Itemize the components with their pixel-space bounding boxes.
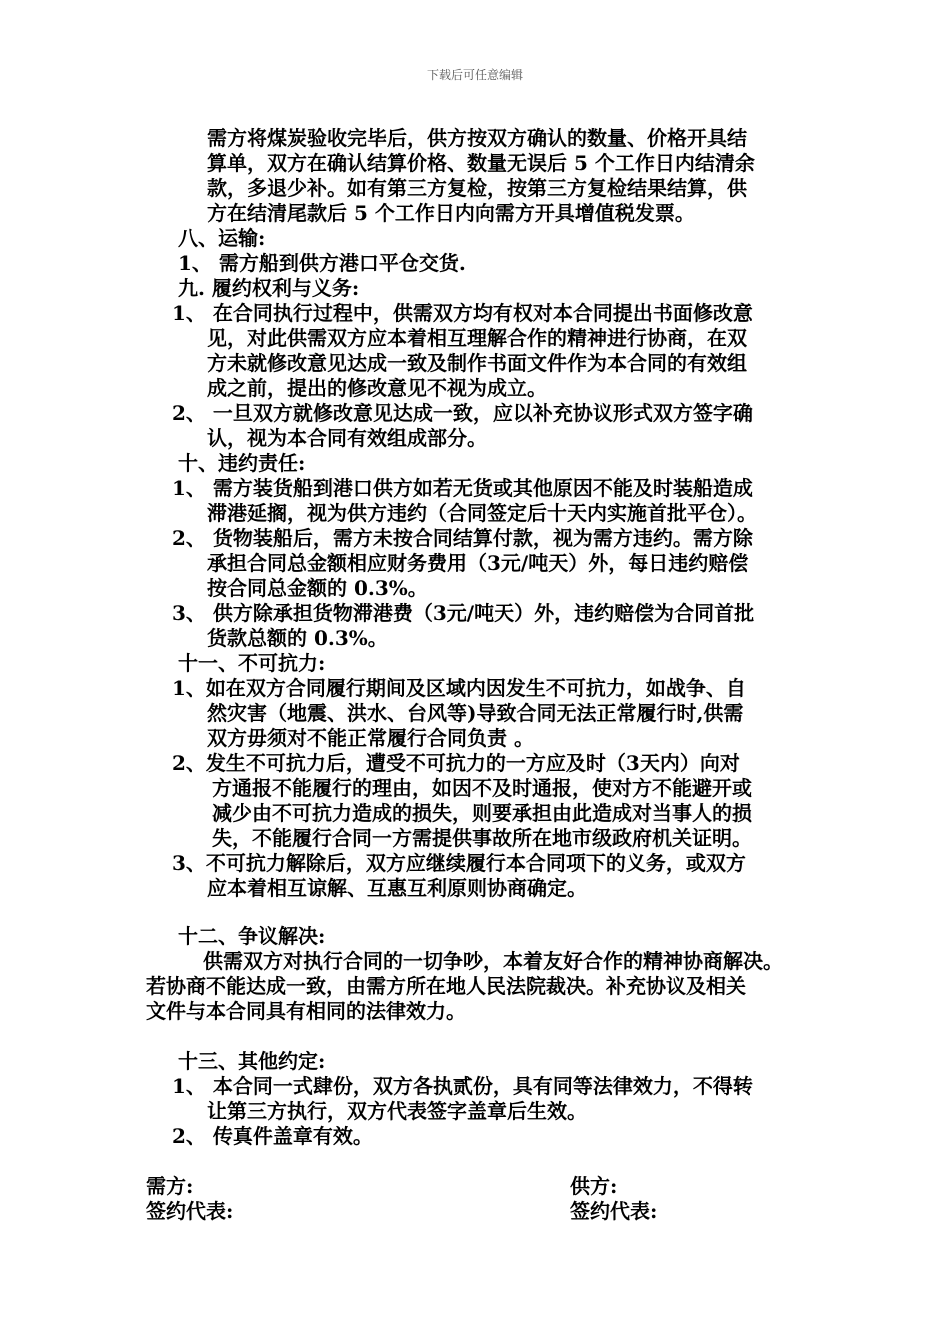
list-item: 2、 一旦双方就修改意见达成一致，应以补充协议形式双方签字确 <box>172 401 753 425</box>
list-item-continuation: 方未就修改意见达成一致及制作书面文件作为本合同的有效组 <box>207 351 747 375</box>
list-item-continuation: 双方毋须对不能正常履行合同负责 。 <box>207 726 534 750</box>
list-item: 2、发生不可抗力后，遭受不可抗力的一方应及时（3天内）向对 <box>172 751 740 775</box>
list-item: 1、 本合同一式肆份，双方各执贰份，具有同等法律效力，不得转 <box>172 1074 753 1098</box>
list-item-continuation: 减少由不可抗力造成的损失，则要承担由此造成对当事人的损 <box>212 801 752 825</box>
list-item-continuation: 见，对此供需双方应本着相互理解合作的精神进行协商，在双 <box>207 326 747 350</box>
seller-label: 供方: <box>570 1174 618 1198</box>
list-item-continuation: 承担合同总金额相应财务费用（3元/吨天）外，每日违约赔偿 <box>207 551 749 575</box>
paragraph-line: 需方将煤炭验收完毕后，供方按双方确认的数量、价格开具结 <box>207 126 747 150</box>
paragraph-line: 若协商不能达成一致，由需方所在地人民法院裁决。补充协议及相关 <box>146 974 746 998</box>
section-heading-12: 十二、争议解决: <box>178 924 326 948</box>
list-item-continuation: 然灾害（地震、洪水、台风等)导致合同无法正常履行时,供需 <box>207 701 744 725</box>
list-item: 1、 需方装货船到港口供方如若无货或其他原因不能及时装船造成 <box>172 476 753 500</box>
list-item: 3、不可抗力解除后，双方应继续履行本合同项下的义务，或双方 <box>172 851 746 875</box>
list-item-continuation: 滞港延搁，视为供方违约（合同签定后十天内实施首批平仓）。 <box>207 501 757 525</box>
list-item-continuation: 失，不能履行合同一方需提供事故所在地市级政府机关证明。 <box>212 826 752 850</box>
list-item: 2、 传真件盖章有效。 <box>172 1124 373 1148</box>
list-item-continuation: 成之前，提出的修改意见不视为成立。 <box>207 376 547 400</box>
list-item-continuation: 让第三方执行，双方代表签字盖章后生效。 <box>207 1099 587 1123</box>
list-item: 1、 需方船到供方港口平仓交货. <box>178 251 466 275</box>
paragraph-line: 文件与本合同具有相同的法律效力。 <box>146 999 466 1023</box>
paragraph-line: 方在结清尾款后 5 个工作日内向需方开具增值税发票。 <box>207 201 695 225</box>
section-heading-9: 九. 履约权利与义务: <box>178 276 360 300</box>
paragraph-line: 算单，双方在确认结算价格、数量无误后 5 个工作日内结清余 <box>207 151 755 175</box>
section-heading-10: 十、违约责任: <box>178 451 306 475</box>
section-heading-8: 八、运输: <box>178 226 266 250</box>
paragraph-line: 款，多退少补。如有第三方复检，按第三方复检结果结算，供 <box>207 176 747 200</box>
list-item: 2、 货物装船后，需方未按合同结算付款，视为需方违约。需方除 <box>172 526 753 550</box>
list-item-continuation: 认，视为本合同有效组成部分。 <box>207 426 487 450</box>
list-item: 1、如在双方合同履行期间及区域内因发生不可抗力，如战争、自 <box>172 676 746 700</box>
list-item-continuation: 方通报不能履行的理由，如因不及时通报，使对方不能避开或 <box>212 776 752 800</box>
buyer-label: 需方: <box>146 1174 194 1198</box>
list-item: 3、 供方除承担货物滞港费（3元/吨天）外，违约赔偿为合同首批 <box>172 601 755 625</box>
section-heading-13: 十三、其他约定: <box>178 1049 326 1073</box>
paragraph-line: 供需双方对执行合同的一切争吵，本着友好合作的精神协商解决。 <box>203 949 783 973</box>
list-item-continuation: 货款总额的 0.3%。 <box>207 626 388 650</box>
section-heading-11: 十一、不可抗力: <box>178 651 326 675</box>
list-item: 1、 在合同执行过程中，供需双方均有权对本合同提出书面修改意 <box>172 301 753 325</box>
list-item-continuation: 应本着相互谅解、互惠互利原则协商确定。 <box>207 876 587 900</box>
list-item-continuation: 按合同总金额的 0.3%。 <box>207 576 428 600</box>
page-header: 下载后可任意编辑 <box>426 68 523 82</box>
seller-representative-label: 签约代表: <box>570 1199 658 1223</box>
buyer-representative-label: 签约代表: <box>146 1199 234 1223</box>
